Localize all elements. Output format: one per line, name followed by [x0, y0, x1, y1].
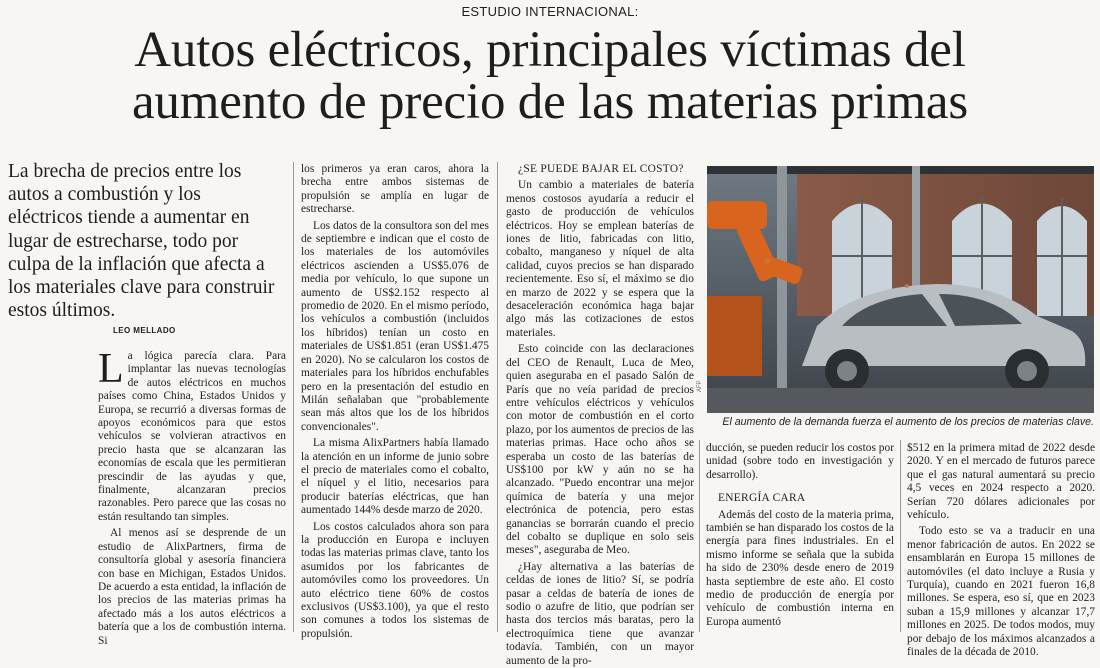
headline: [0, 24, 1100, 128]
column-rule: [900, 440, 901, 632]
column-rule: [699, 440, 700, 632]
article-paragraph: Esto coincide con las declaraciones del CEO de Renault, Luca de Meo, quien aseguraba en el pasado Salón de París que no veía paridad de precios entre vehículos eléctricos y vehículos con motor de combustión en el corto plazo, por los aumentos de precios de las materias primas. Hace ocho años se esperaba un costo de las baterías de US$100 por kW y aún no se ha alcanzado. "Puedo encontrar una mejor química de batería y una mejor electrónica de potencia, pero estas ganancias se borrarán cuando el precio del cobalto se duplique en solo seis meses", aseguraba de Meo.: [506, 343, 694, 557]
lead-paragraph: La brecha de precios entre los autos a combustión y los eléctricos tiende a aumentar en lugar de estrecharse, todo por culpa de la inflación que afecta a los materiales clave para construir estos últimos.: [8, 161, 275, 322]
column-rule: [293, 162, 294, 632]
article-paragraph: ducción, se pueden reducir los costos por unidad (sobre todo en investigación y desarrollo).: [706, 442, 894, 481]
article-column-2: [301, 163, 489, 640]
drop-cap: L: [98, 346, 124, 392]
car-assembly-line-illustration: [707, 166, 1094, 413]
article-column-4: [706, 442, 894, 632]
headline-line-1: Autos eléctricos, principales víctimas del: [134, 22, 966, 78]
subheading: ¿SE PUEDE BAJAR EL COSTO?: [518, 163, 684, 175]
headline-line-2: aumento de precio de las materias primas: [131, 74, 968, 130]
article-paragraph: Además del costo de la materia prima, también se han disparado los costos de la energía para fines industriales. En el mismo informe se señala que la subida ha sido de 230% desde enero de 2019 hasta septiembre de este año. El costo medio de producción de energía por vehículo de combustión interna en Europa aumentó: [706, 508, 894, 628]
factory-photo: [707, 166, 1094, 413]
article-paragraph: Todo esto se va a traducir en una menor fabricación de autos. En 2022 se ensamblarán en Europa 15 millones de automóviles (el dato incluye a Rusia y Turquía), cuando en 2021 fueron 16,8 millones. Se espera, eso sí, que en 2023 suban a 15,9 millones y alcanzar 17,7 millones en 2025. De todos modos, muy por debajo de los máximos alcanzados a finales de la década de 2010.: [907, 525, 1095, 659]
article-paragraph: La lógica parecía clara. Para implantar las nuevas tecnologías de autos eléctricos en muchos países como China, Estados Unidos y Europa, se recurrió a diversas formas de apoyos económicos para que estos vehículos se volvieran atractivos en precio hasta que se alcanzaran las economías de escala que les permitieran prescindir de las ayudas y que, finalmente, alcanzaran precios razonables. Pero parece que las cosas no están resultando tan simples.: [98, 346, 286, 523]
article-paragraph: ¿Hay alternativa a las baterías de celdas de iones de litio? Sí, se podría pasar a celdas de batería de iones de sodio o azufre de litio, que podrían ser hasta dos tercios más baratas, pero la electroquímica tiene que avanzar todavía. También, con un mayor aumento de la pro-: [506, 560, 694, 667]
subheading: ENERGÍA CARA: [718, 492, 806, 505]
photo-caption: El aumento de la demanda fuerza el aumento de los precios de materias clave.: [722, 416, 1094, 428]
section-kicker: ESTUDIO INTERNACIONAL:: [461, 4, 639, 19]
article-column-3: [506, 163, 694, 667]
article-paragraph: los primeros ya eran caros, ahora la brecha entre ambos sistemas de propulsión se amplía en lugar de estrecharse.: [301, 163, 489, 216]
column-rule: [497, 162, 498, 632]
byline: LEO MELLADO: [113, 326, 176, 335]
photo-credit: AFP: [697, 380, 703, 392]
article-paragraph: $512 en la primera mitad de 2022 desde 2020. Y en el mercado de futuros parece que el gas natural aumentará su precio 4,5 veces en 2024 respecto a 2020. Serían 720 dólares adicionales por vehículo.: [907, 442, 1095, 522]
article-column-5: [907, 442, 1095, 659]
article-paragraph: Un cambio a materiales de batería menos costosos ayudaría a reducir el gasto de producción de vehículos eléctricos. Hoy se emplean baterías de iones de litio, fabricadas con litio, cobalto, manganeso y níquel de alta calidad, cuyos precios se han disparado recientemente. Eso sí, el máximo se dio en marzo de 2022 y se espera que la desaceleración económica haga bajar algo más las cotizaciones de estos materiales.: [506, 179, 694, 339]
article-paragraph: Los datos de la consultora son del mes de septiembre e indican que el costo de los materiales de los automóviles eléctricos ascienden a US$5.076 de media por vehículo, lo que supone un aumento de US$2.152 respecto al promedio de 2020. En el mismo período, los vehículos a combustión (incluidos los híbridos) tenían un costo en materiales de US$1.851 (eran US$1.475 en 2020). No se calcularon los costos de materiales para los híbridos enchufables pero en la presentación del estudio en Milán señalaban que "probablemente sean más altos que los de los híbridos convencionales".: [301, 219, 489, 433]
article-paragraph: Al menos así se desprende de un estudio de AlixPartners, firma de consultoría global y asesoría financiera con base en Michigan, Estados Unidos. De acuerdo a esta entidad, la inflación de los precios de las materias primas ha afectado más a los autos eléctricos a batería que a los de combustión interna. Si: [98, 527, 286, 647]
article-paragraph: Los costos calculados ahora son para la producción en Europa e incluyen todas las materias primas clave, tanto los asumidos por los fabricantes de automóviles como los proveedores. Un auto eléctrico tiene 60% de costos exclusivos (US$3.100), ya que el resto son comunes a todos los sistemas de propulsión.: [301, 520, 489, 640]
article-paragraph: La misma AlixPartners había llamado la atención en un informe de junio sobre el precio de materiales como el cobalto, el níquel y el litio, necesarios para producir baterías eléctricas, que han aumentado 144% desde marzo de 2020.: [301, 437, 489, 517]
article-column-1: [98, 346, 286, 647]
